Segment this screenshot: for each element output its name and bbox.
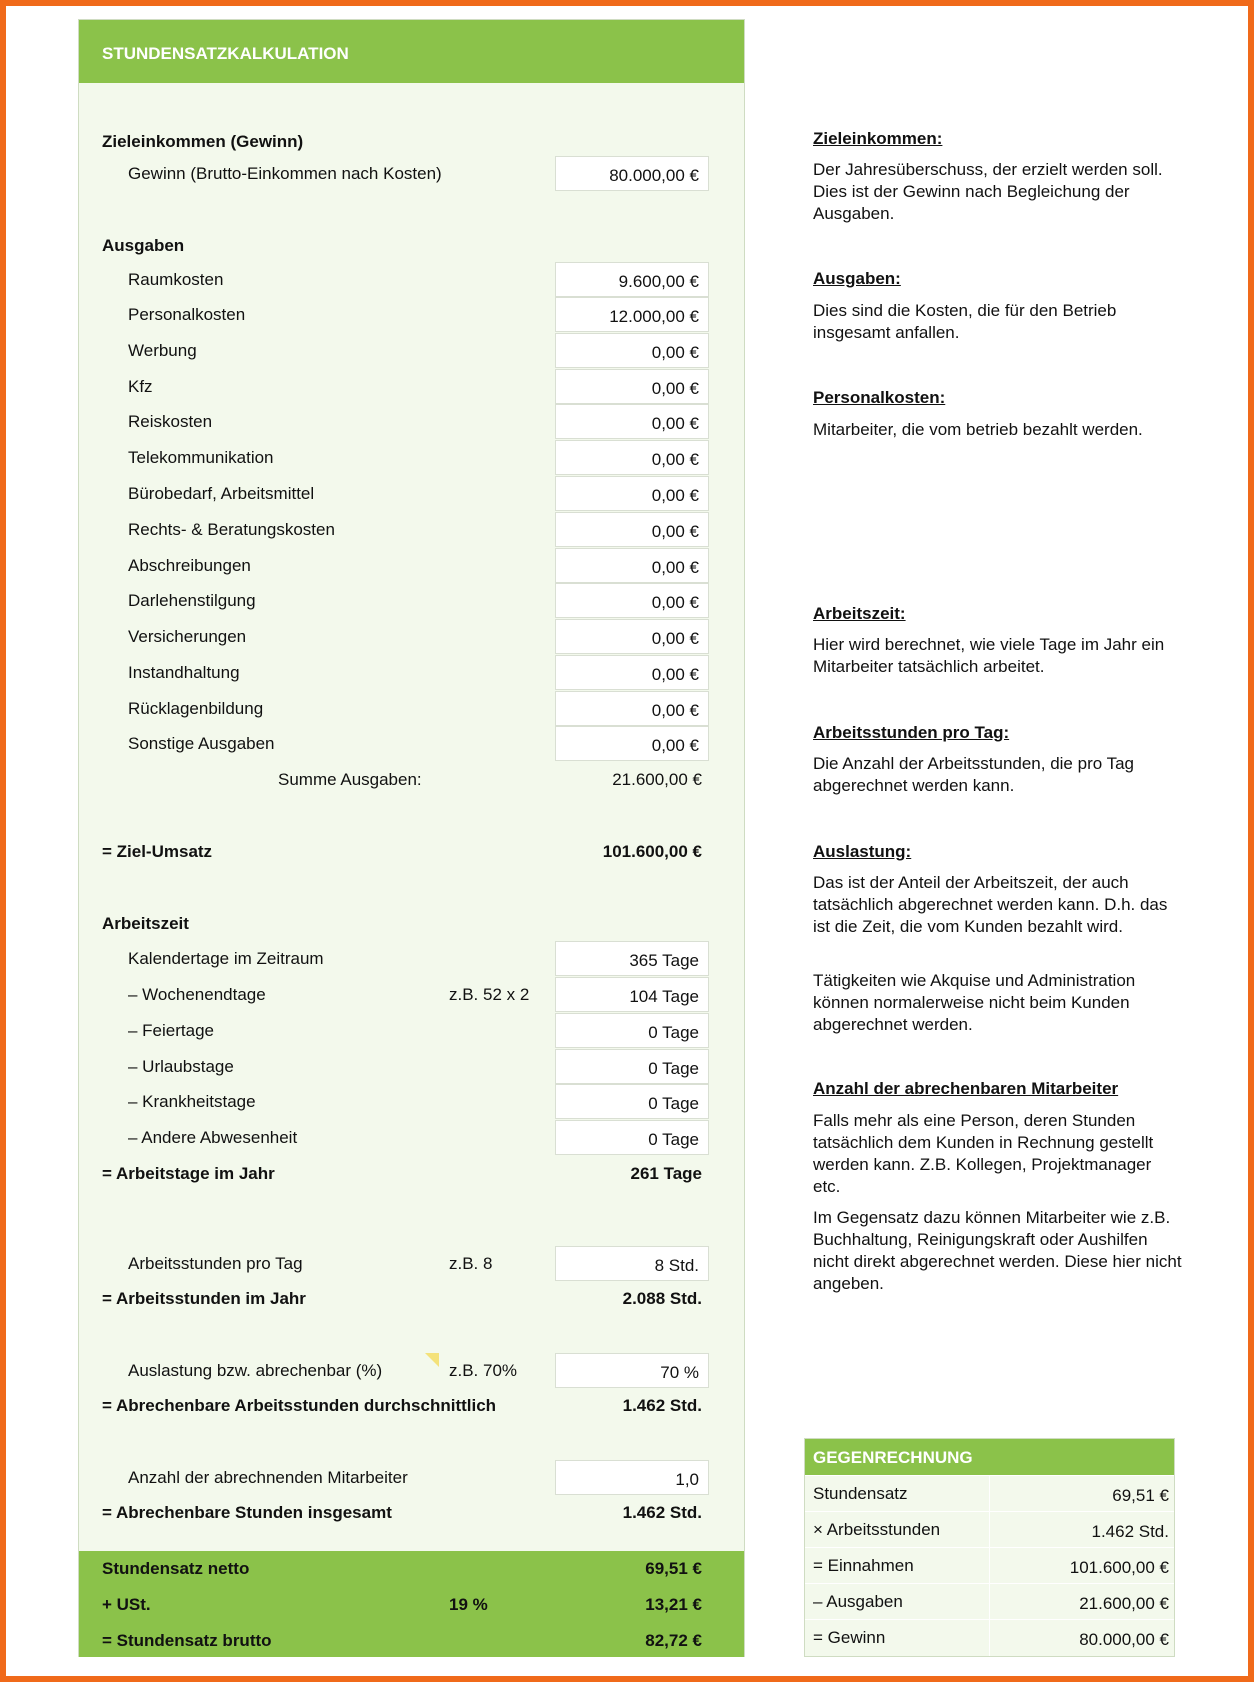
ausgaben-row — [79, 333, 744, 367]
stunden-total-row — [79, 1281, 744, 1315]
note-text: Das ist der Anteil der Arbeitszeit, der auch tatsächlich abgerechnet werden kann. D.h. das ist die Zeit, die vom Kunden bezahlt wird. — [813, 873, 1168, 936]
brutto-row — [79, 1623, 744, 1657]
stunden-input[interactable]: 8 Std. — [555, 1246, 709, 1281]
ausgaben-input[interactable]: 9.600,00 € — [555, 262, 709, 297]
arbeitszeit-label: – Wochenendtage — [128, 985, 266, 1004]
auslastung-total-value: 1.462 Std. — [622, 1396, 702, 1415]
stunden-total-label: = Arbeitsstunden im Jahr — [102, 1289, 306, 1308]
ziel-heading-row — [79, 124, 744, 158]
gegenrechnung-row — [805, 1547, 1174, 1584]
panel-header — [79, 20, 744, 83]
arbeitszeit-label: – Urlaubstage — [128, 1057, 234, 1076]
auslastung-hint: z.B. 70% — [449, 1361, 518, 1380]
note-title: Personalkosten: — [813, 388, 946, 407]
ausgaben-label: Personalkosten — [128, 305, 246, 324]
note-title: Anzahl der abrechenbaren Mitarbeiter — [813, 1079, 1119, 1098]
netto-value: 69,51 € — [645, 1559, 702, 1578]
ausgaben-label: Abschreibungen — [128, 556, 251, 575]
mitarbeiter-label: Anzahl der abrechnenden Mitarbeiter — [128, 1468, 408, 1487]
stunden-total-value: 2.088 Std. — [622, 1289, 702, 1308]
ausgaben-input[interactable]: 0,00 € — [555, 583, 709, 618]
ausgaben-row — [79, 619, 744, 653]
gegenrechnung-label: = Einnahmen — [813, 1556, 914, 1575]
ausgaben-input[interactable]: 0,00 € — [555, 655, 709, 690]
ausgaben-row — [79, 369, 744, 403]
note-text: Hier wird berechnet, wie viele Tage im Jahr ein Mitarbeiter tatsächlich arbeitet. — [813, 635, 1165, 676]
mitarbeiter-row — [79, 1460, 744, 1494]
auslastung-input[interactable]: 70 % — [555, 1353, 709, 1388]
ausgaben-input[interactable]: 0,00 € — [555, 369, 709, 404]
section-heading: Zieleinkommen (Gewinn) — [102, 132, 304, 151]
gegenrechnung-label: × Arbeitsstunden — [813, 1520, 941, 1539]
ausgaben-heading-row — [79, 228, 744, 262]
note-text: Falls mehr als eine Person, deren Stunden tatsächlich dem Kunden in Rechnung gestellt werden kann. Z.B. Kollegen, Projektmanager etc. — [813, 1111, 1154, 1196]
stunden-label: Arbeitsstunden pro Tag — [128, 1254, 303, 1273]
note-title: Arbeitszeit: — [813, 604, 906, 623]
gegenrechnung-row — [805, 1619, 1174, 1656]
ausgaben-label: Kfz — [128, 377, 153, 396]
arbeitszeit-label: Kalendertage im Zeitraum — [128, 949, 324, 968]
summe-ausgaben-row — [79, 762, 744, 796]
ausgaben-label: Bürobedarf, Arbeitsmittel — [128, 484, 315, 503]
note-text: Tätigkeiten wie Akquise und Administration können normalerweise nicht beim Kunden abgerechnet werden. — [813, 971, 1136, 1034]
summe-ausgaben-value: 21.600,00 € — [612, 770, 702, 789]
ausgaben-input[interactable]: 0,00 € — [555, 476, 709, 511]
ausgaben-label: Instandhaltung — [128, 663, 240, 682]
mitarbeiter-total-value: 1.462 Std. — [622, 1503, 702, 1522]
ausgaben-input[interactable]: 0,00 € — [555, 548, 709, 583]
ausgaben-input[interactable]: 0,00 € — [555, 691, 709, 726]
calculation-panel — [78, 19, 745, 1657]
ust-value: 13,21 € — [645, 1595, 702, 1614]
arbeitszeit-label: – Andere Abwesenheit — [128, 1128, 298, 1147]
ausgaben-row — [79, 440, 744, 474]
ausgaben-row — [79, 583, 744, 617]
gegenrechnung-value: 101.600,00 € — [1069, 1558, 1169, 1577]
ausgaben-label: Reiskosten — [128, 412, 213, 431]
gewinn-input[interactable]: 80.000,00 € — [555, 156, 709, 191]
arbeitszeit-input[interactable]: 104 Tage — [555, 977, 709, 1012]
arbeitszeit-row — [79, 1013, 744, 1047]
note-title: Auslastung: — [813, 842, 912, 861]
ausgaben-input[interactable]: 0,00 € — [555, 512, 709, 547]
panel-title: STUNDENSATZKALKULATION — [102, 44, 349, 63]
ausgaben-row — [79, 691, 744, 725]
brutto-label: = Stundensatz brutto — [102, 1631, 272, 1650]
arbeitszeit-input[interactable]: 0 Tage — [555, 1120, 709, 1155]
stunden-row — [79, 1246, 744, 1280]
comment-marker-icon[interactable] — [425, 1353, 439, 1367]
ust-rate: 19 % — [449, 1595, 488, 1614]
gegenrechnung-value: 69,51 € — [1112, 1486, 1169, 1505]
ausgaben-label: Raumkosten — [128, 270, 224, 289]
netto-row — [79, 1551, 744, 1585]
gegenrechnung-table — [804, 1438, 1175, 1657]
ziel-umsatz-value: 101.600,00 € — [602, 842, 702, 861]
gegenrechnung-label: – Ausgaben — [813, 1592, 903, 1611]
ausgaben-label: Telekommunikation — [128, 448, 274, 467]
section-heading: Ausgaben — [102, 236, 185, 255]
gegenrechnung-row — [805, 1511, 1174, 1548]
mitarbeiter-total-row — [79, 1495, 744, 1529]
auslastung-label: Auslastung bzw. abrechenbar (%) — [128, 1361, 383, 1380]
arbeitszeit-input[interactable]: 0 Tage — [555, 1013, 709, 1048]
ausgaben-label: Versicherungen — [128, 627, 247, 646]
arbeitszeit-row — [79, 1084, 744, 1118]
section-heading: Arbeitszeit — [102, 914, 189, 933]
arbeitszeit-row — [79, 941, 744, 975]
gegenrechnung-header — [805, 1439, 1174, 1475]
ust-label: + USt. — [102, 1595, 151, 1614]
arbeitszeit-label: – Krankheitstage — [128, 1092, 256, 1111]
arbeitszeit-heading-row — [79, 906, 744, 940]
ust-row — [79, 1587, 744, 1621]
ziel-umsatz-label: = Ziel-Umsatz — [102, 842, 213, 861]
note-title: Zieleinkommen: — [813, 129, 943, 148]
note-text: Im Gegensatz dazu können Mitarbeiter wie z.B. Buchhaltung, Reinigungskraft oder Aushilfen nicht direkt abgerechnet werden. Diese hier nicht angeben. — [813, 1208, 1182, 1293]
gegenrechnung-value: 1.462 Std. — [1091, 1522, 1169, 1541]
mitarbeiter-total-label: = Abrechenbare Stunden insgesamt — [102, 1503, 392, 1522]
ausgaben-label: Rechts- & Beratungskosten — [128, 520, 335, 539]
ausgaben-input[interactable]: 0,00 € — [555, 404, 709, 439]
netto-label: Stundensatz netto — [102, 1559, 250, 1578]
brutto-value: 82,72 € — [645, 1631, 702, 1650]
arbeitszeit-row — [79, 977, 744, 1011]
gegenrechnung-value: 80.000,00 € — [1079, 1630, 1169, 1649]
ausgaben-row — [79, 548, 744, 582]
gegenrechnung-label: = Gewinn — [813, 1628, 886, 1647]
gewinn-row — [79, 156, 744, 190]
mitarbeiter-input[interactable]: 1,0 — [555, 1460, 709, 1495]
auslastung-row — [79, 1353, 744, 1387]
ausgaben-input[interactable]: 0,00 € — [555, 440, 709, 475]
arbeitszeit-label: – Feiertage — [128, 1021, 214, 1040]
ausgaben-row — [79, 512, 744, 546]
gegenrechnung-value: 21.600,00 € — [1079, 1594, 1169, 1613]
arbeitszeit-hint: z.B. 52 x 2 — [449, 985, 530, 1004]
arbeitszeit-input[interactable]: 0 Tage — [555, 1084, 709, 1119]
note-text: Mitarbeiter, die vom betrieb bezahlt werden. — [813, 420, 1143, 439]
gegenrechnung-row — [805, 1583, 1174, 1620]
note-title: Ausgaben: — [813, 269, 901, 288]
ausgaben-input[interactable]: 12.000,00 € — [555, 297, 709, 332]
note-text: Der Jahresüberschuss, der erzielt werden soll. Dies ist der Gewinn nach Begleichung der Ausgaben. — [813, 160, 1163, 223]
ausgaben-row — [79, 476, 744, 510]
arbeitstage-value: 261 Tage — [630, 1164, 702, 1183]
arbeitszeit-input[interactable]: 0 Tage — [555, 1049, 709, 1084]
result-footer — [79, 1551, 744, 1657]
arbeitszeit-input[interactable]: 365 Tage — [555, 941, 709, 976]
ausgaben-row — [79, 404, 744, 438]
ausgaben-input[interactable]: 0,00 € — [555, 619, 709, 654]
arbeitstage-row — [79, 1156, 744, 1190]
ausgaben-row — [79, 262, 744, 296]
gegenrechnung-label: Stundensatz — [813, 1484, 908, 1503]
auslastung-total-row — [79, 1388, 744, 1422]
summe-ausgaben-label: Summe Ausgaben: — [278, 770, 422, 789]
ausgaben-label: Werbung — [128, 341, 197, 360]
ausgaben-input[interactable]: 0,00 € — [555, 333, 709, 368]
stunden-hint: z.B. 8 — [449, 1254, 493, 1273]
note-text: Die Anzahl der Arbeitsstunden, die pro Tag abgerechnet werden kann. — [813, 754, 1135, 795]
auslastung-total-label: = Abrechenbare Arbeitsstunden durchschnittlich — [102, 1396, 497, 1415]
ausgaben-row — [79, 655, 744, 689]
arbeitszeit-row — [79, 1049, 744, 1083]
arbeitstage-label: = Arbeitstage im Jahr — [102, 1164, 275, 1183]
ausgaben-row — [79, 297, 744, 331]
ausgaben-label: Rücklagenbildung — [128, 699, 264, 718]
arbeitszeit-row — [79, 1120, 744, 1154]
ausgaben-input[interactable]: 0,00 € — [555, 726, 709, 761]
gegenrechnung-row — [805, 1475, 1174, 1512]
gegenrechnung-title: GEGENRECHNUNG — [813, 1448, 973, 1467]
ausgaben-row — [79, 726, 744, 760]
ziel-umsatz-row — [79, 834, 744, 868]
ausgaben-label: Sonstige Ausgaben — [128, 734, 275, 753]
gewinn-label: Gewinn (Brutto-Einkommen nach Kosten) — [128, 164, 442, 183]
note-text: Dies sind die Kosten, die für den Betrieb insgesamt anfallen. — [813, 301, 1117, 342]
ausgaben-label: Darlehenstilgung — [128, 591, 256, 610]
note-title: Arbeitsstunden pro Tag: — [813, 723, 1010, 742]
